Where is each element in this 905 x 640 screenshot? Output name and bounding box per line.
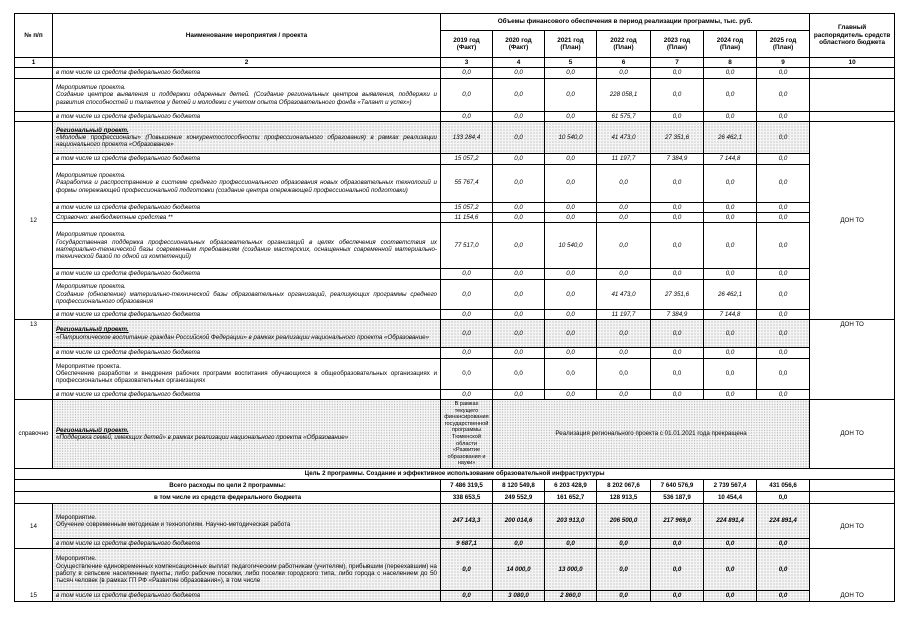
header-year: 2022 год (План) (597, 31, 651, 58)
table-row (15, 389, 895, 399)
value-cell: 3 080,0 (493, 591, 545, 601)
value-cell: 133 284,4 (441, 122, 493, 154)
value-cell: 203 913,0 (545, 504, 597, 539)
fed-value: 536 187,9 (651, 492, 704, 504)
value-cell: 0,0 (704, 358, 757, 389)
value-cell: 0,0 (545, 154, 597, 164)
value-cell: 7 144,8 (704, 154, 757, 164)
fed-value: 10 454,4 (704, 492, 757, 504)
value-cell: 0,0 (757, 122, 810, 154)
value-cell: 0,0 (704, 68, 757, 78)
value-cell: 0,0 (704, 549, 757, 591)
value-cell: 0,0 (757, 348, 810, 358)
reference-note-2019: В рамках текущего финансирования государственной программы Тюменской области «Развитие образования и науки» (441, 400, 493, 469)
manager-cell-empty (810, 78, 895, 111)
value-cell: 0,0 (704, 202, 757, 212)
value-cell: 0,0 (757, 213, 810, 223)
column-number-row (15, 58, 895, 68)
total-label: Всего расходы по цели 2 программы: (15, 480, 441, 492)
row-name: в том числе из средств федерального бюджета (53, 389, 441, 399)
value-cell: 27 351,6 (651, 279, 704, 309)
value-cell: 7 384,9 (651, 309, 704, 319)
header-year: 2021 год (План) (545, 31, 597, 58)
value-cell: 11 197,7 (597, 309, 651, 319)
table-row (15, 154, 895, 164)
value-cell: 0,0 (545, 539, 597, 549)
value-cell: 7 144,8 (704, 309, 757, 319)
value-cell: 0,0 (597, 223, 651, 269)
value-cell: 0,0 (651, 78, 704, 111)
value-cell: 0,0 (651, 164, 704, 202)
measure-name: Мероприятие. Обучение современным методикам и технологиям. Научно-методическая работа (53, 504, 441, 539)
value-cell: 10 540,0 (545, 223, 597, 269)
row-name: в том числе из средств федерального бюджета (53, 68, 441, 78)
reference-note: Реализация регионального проекта с 01.01.2021 года прекращена (493, 400, 810, 469)
table-row (15, 78, 895, 111)
column-number: 2 (53, 58, 441, 68)
column-number: 3 (441, 58, 493, 68)
table-row (15, 269, 895, 279)
header-number: № п/п (15, 14, 53, 58)
value-cell: 0,0 (651, 389, 704, 399)
column-number: 9 (757, 58, 810, 68)
fed-label: в том числе из средств федерального бюджета (15, 492, 441, 504)
row-name: в том числе из средств федерального бюджета (53, 202, 441, 212)
goal-title: Цель 2 программы. Создание и эффективное использование образовательной инфраструктуры (15, 469, 895, 480)
fed-value: 128 913,5 (597, 492, 651, 504)
value-cell: 0,0 (545, 348, 597, 358)
measure-name: Мероприятие. Осуществление единовременных компенсационных выплат педагогическим работникам (учителям), прибывшим (переехавшим) на работу в сельские населенные пункты, либо рабочие поселки, либо поселки городского типа, либо города с населением до 50 тысяч человек (в рамках ГП РФ «Развитие образования»), в том числе (53, 549, 441, 591)
value-cell: 0,0 (704, 223, 757, 269)
value-cell: 0,0 (441, 358, 493, 389)
value-cell: 200 014,6 (493, 504, 545, 539)
value-cell: 0,0 (493, 202, 545, 212)
row-name: Справочно: внебюджетные средства ** (53, 213, 441, 223)
value-cell: 0,0 (651, 223, 704, 269)
value-cell: 0,0 (441, 549, 493, 591)
row-name: в том числе из средств федерального бюджета (53, 539, 441, 549)
table-row (15, 309, 895, 319)
row-name: Мероприятие проекта. Создание центров выявления и поддержки одаренных детей. (Создание региональных центров выявления, поддержки и развития способностей и талантов у детей и молодежи с учетом опыта Образовательного фонда «Талант и успех») (53, 78, 441, 111)
header-year: 2019 год (Факт) (441, 31, 493, 58)
project-name: Региональный проект. «Поддержка семей, имеющих детей» в рамках реализации национального проекта «Образование» (53, 400, 441, 469)
fed-value: 0,0 (757, 492, 810, 504)
value-cell: 0,0 (545, 269, 597, 279)
value-cell: 0,0 (757, 539, 810, 549)
value-cell: 0,0 (545, 279, 597, 309)
row-name: в том числе из средств федерального бюджета (53, 111, 441, 121)
project-name: Региональный проект. «Патриотическое воспитание граждан Российской Федерации» в рамках реализации национального проекта «Образование» (53, 320, 441, 348)
value-cell: 0,0 (597, 213, 651, 223)
value-cell: 13 000,0 (545, 549, 597, 591)
value-cell: 9 687,1 (441, 539, 493, 549)
value-cell: 0,0 (493, 279, 545, 309)
value-cell: 41 473,0 (597, 122, 651, 154)
value-cell: 0,0 (441, 320, 493, 348)
value-cell: 0,0 (704, 320, 757, 348)
column-number: 10 (810, 58, 895, 68)
value-cell: 0,0 (545, 389, 597, 399)
total-value: 8 120 549,8 (493, 480, 545, 492)
value-cell: 0,0 (545, 309, 597, 319)
value-cell: 14 000,0 (493, 549, 545, 591)
value-cell: 0,0 (651, 269, 704, 279)
value-cell: 0,0 (704, 539, 757, 549)
value-cell: 0,0 (493, 111, 545, 121)
value-cell: 224 891,4 (704, 504, 757, 539)
value-cell: 0,0 (651, 320, 704, 348)
table-row-measure (15, 549, 895, 591)
row-number: 15 (15, 549, 53, 601)
value-cell: 0,0 (757, 549, 810, 591)
value-cell: 0,0 (704, 389, 757, 399)
value-cell: 27 351,6 (651, 122, 704, 154)
value-cell: 0,0 (441, 389, 493, 399)
row-name: в том числе из средств федерального бюджета (53, 591, 441, 601)
value-cell: 26 462,1 (704, 122, 757, 154)
value-cell: 0,0 (597, 348, 651, 358)
table-row (15, 539, 895, 549)
value-cell: 0,0 (545, 358, 597, 389)
value-cell: 0,0 (757, 358, 810, 389)
value-cell: 61 575,7 (597, 111, 651, 121)
total-value: 8 202 067,6 (597, 480, 651, 492)
reference-row (15, 400, 895, 469)
manager-cell: ДОН ТО (810, 549, 895, 601)
column-number: 7 (651, 58, 704, 68)
value-cell: 0,0 (651, 348, 704, 358)
value-cell: 0,0 (651, 539, 704, 549)
value-cell: 0,0 (704, 164, 757, 202)
value-cell: 0,0 (757, 591, 810, 601)
goal-fed-row (15, 492, 895, 504)
value-cell: 0,0 (597, 269, 651, 279)
value-cell: 0,0 (704, 111, 757, 121)
budget-table-sheet (14, 13, 894, 602)
table-row-project (15, 320, 895, 348)
value-cell: 0,0 (651, 111, 704, 121)
manager-cell-empty (810, 492, 895, 504)
row-number: 12 (15, 122, 53, 320)
row-name: в том числе из средств федерального бюджета (53, 348, 441, 358)
value-cell: 0,0 (441, 591, 493, 601)
value-cell: 0,0 (441, 269, 493, 279)
value-cell: 7 384,9 (651, 154, 704, 164)
table-row (15, 279, 895, 309)
goal-total-row (15, 480, 895, 492)
table-row (15, 202, 895, 212)
value-cell: 0,0 (493, 269, 545, 279)
value-cell: 0,0 (493, 389, 545, 399)
value-cell: 0,0 (545, 213, 597, 223)
value-cell: 0,0 (757, 78, 810, 111)
header-manager: Главный распорядитель средств областного бюджета (810, 14, 895, 58)
value-cell: 217 969,0 (651, 504, 704, 539)
value-cell: 0,0 (493, 78, 545, 111)
manager-cell: ДОН ТО (810, 122, 895, 320)
value-cell: 0,0 (597, 591, 651, 601)
value-cell: 228 058,1 (597, 78, 651, 111)
value-cell: 0,0 (493, 122, 545, 154)
header-year: 2020 год (Факт) (493, 31, 545, 58)
value-cell: 0,0 (757, 309, 810, 319)
row-name: Мероприятие проекта. Обеспечение разработки и внедрения рабочих программ воспитания обучающихся в общеобразовательных организациях и профессиональных образовательных организациях (53, 358, 441, 389)
value-cell: 0,0 (757, 111, 810, 121)
value-cell: 0,0 (493, 539, 545, 549)
value-cell: 0,0 (757, 389, 810, 399)
value-cell: 0,0 (545, 164, 597, 202)
value-cell: 0,0 (441, 68, 493, 78)
header-volumes: Объемы финансового обеспечения в период реализации программы, тыс. руб. (441, 14, 810, 31)
value-cell: 41 473,0 (597, 279, 651, 309)
number-cell-empty (15, 111, 53, 121)
column-number: 4 (493, 58, 545, 68)
row-name: в том числе из средств федерального бюджета (53, 309, 441, 319)
row-name: в том числе из средств федерального бюджета (53, 154, 441, 164)
header-year: 2023 год (План) (651, 31, 704, 58)
value-cell: 0,0 (545, 111, 597, 121)
column-number: 5 (545, 58, 597, 68)
value-cell: 0,0 (651, 358, 704, 389)
value-cell: 77 517,0 (441, 223, 493, 269)
value-cell: 0,0 (493, 309, 545, 319)
value-cell: 0,0 (704, 78, 757, 111)
value-cell: 0,0 (441, 111, 493, 121)
table-row (15, 348, 895, 358)
value-cell: 0,0 (597, 202, 651, 212)
header-year: 2024 год (План) (704, 31, 757, 58)
total-value: 2 739 567,4 (704, 480, 757, 492)
value-cell: 224 891,4 (757, 504, 810, 539)
value-cell: 0,0 (597, 539, 651, 549)
value-cell: 0,0 (493, 68, 545, 78)
value-cell: 0,0 (597, 358, 651, 389)
goal-row (15, 469, 895, 480)
number-cell-empty (15, 68, 53, 78)
table-row-project (15, 122, 895, 154)
row-name: Мероприятие проекта. Государственная поддержка профессиональных образовательных организаций в целях обеспечения соответствия их материально-технической базы современным требованиям (создание мастерских, оснащенных современной материально-технической базой по одной из компетенций) (53, 223, 441, 269)
value-cell: 0,0 (757, 223, 810, 269)
fed-value: 338 653,5 (441, 492, 493, 504)
row-number: 13 (15, 320, 53, 400)
value-cell: 26 462,1 (704, 279, 757, 309)
value-cell: 0,0 (651, 68, 704, 78)
financing-table (14, 13, 895, 602)
value-cell: 247 143,3 (441, 504, 493, 539)
number-cell-empty (15, 78, 53, 111)
value-cell: 15 057,2 (441, 154, 493, 164)
value-cell: 10 540,0 (545, 122, 597, 154)
value-cell: 0,0 (757, 279, 810, 309)
manager-cell: ДОН ТО (810, 320, 895, 400)
header-year: 2025 год (План) (757, 31, 810, 58)
total-value: 7 486 319,5 (441, 480, 493, 492)
value-cell: 0,0 (757, 68, 810, 78)
value-cell: 2 860,0 (545, 591, 597, 601)
value-cell: 0,0 (493, 164, 545, 202)
table-row (15, 591, 895, 601)
value-cell: 0,0 (597, 320, 651, 348)
value-cell: 0,0 (545, 78, 597, 111)
value-cell: 0,0 (704, 213, 757, 223)
value-cell: 0,0 (757, 202, 810, 212)
value-cell: 0,0 (545, 202, 597, 212)
value-cell: 0,0 (651, 213, 704, 223)
value-cell: 0,0 (493, 320, 545, 348)
value-cell: 0,0 (441, 309, 493, 319)
value-cell: 0,0 (441, 348, 493, 358)
row-number: 14 (15, 504, 53, 549)
value-cell: 0,0 (441, 78, 493, 111)
value-cell: 0,0 (597, 164, 651, 202)
value-cell: 0,0 (493, 348, 545, 358)
manager-cell-empty (810, 111, 895, 121)
value-cell: 0,0 (704, 269, 757, 279)
value-cell: 0,0 (704, 591, 757, 601)
table-row (15, 68, 895, 78)
row-name: в том числе из средств федерального бюджета (53, 269, 441, 279)
value-cell: 0,0 (493, 223, 545, 269)
header-name: Наименование мероприятия / проекта (53, 14, 441, 58)
value-cell: 0,0 (757, 164, 810, 202)
value-cell: 0,0 (757, 269, 810, 279)
column-number: 8 (704, 58, 757, 68)
value-cell: 0,0 (493, 358, 545, 389)
manager-cell-empty (810, 68, 895, 78)
header-row-1 (15, 14, 895, 31)
total-value: 431 056,6 (757, 480, 810, 492)
manager-cell: ДОН ТО (810, 504, 895, 549)
manager-cell: ДОН ТО (810, 400, 895, 469)
table-row (15, 358, 895, 389)
table-row-measure (15, 504, 895, 539)
value-cell: 0,0 (493, 213, 545, 223)
table-row (15, 223, 895, 269)
column-number: 6 (597, 58, 651, 68)
value-cell: 0,0 (545, 68, 597, 78)
value-cell: 0,0 (757, 320, 810, 348)
value-cell: 0,0 (651, 591, 704, 601)
value-cell: 0,0 (441, 279, 493, 309)
value-cell: 0,0 (545, 320, 597, 348)
fed-value: 161 652,7 (545, 492, 597, 504)
table-row (15, 164, 895, 202)
value-cell: 15 057,2 (441, 202, 493, 212)
value-cell: 0,0 (704, 348, 757, 358)
value-cell: 0,0 (597, 68, 651, 78)
value-cell: 0,0 (597, 549, 651, 591)
row-name: Мероприятие проекта. Создание (обновление) материально-технической базы образовательных организаций, реализующих программы среднего профессионального образования (53, 279, 441, 309)
value-cell: 0,0 (597, 389, 651, 399)
value-cell: 11 197,7 (597, 154, 651, 164)
project-name: Региональный проект. «Молодые профессионалы» (Повышение конкурентоспособности профессионального образования) в рамках реализации национального проекта «Образование» (53, 122, 441, 154)
fed-value: 249 552,9 (493, 492, 545, 504)
value-cell: 0,0 (493, 154, 545, 164)
table-row (15, 111, 895, 121)
value-cell: 0,0 (651, 549, 704, 591)
manager-cell-empty (810, 480, 895, 492)
value-cell: 0,0 (651, 202, 704, 212)
row-name: Мероприятие проекта. Разработка и распространение в системе среднего профессионального образования новых образовательных технологий и формы опережающей профессиональной подготовки (создание центра опережающей профессиональной подготовки) (53, 164, 441, 202)
value-cell: 0,0 (757, 154, 810, 164)
value-cell: 206 500,0 (597, 504, 651, 539)
row-number: справочно (15, 400, 53, 469)
table-row (15, 213, 895, 223)
total-value: 7 640 576,9 (651, 480, 704, 492)
value-cell: 55 767,4 (441, 164, 493, 202)
total-value: 6 203 428,9 (545, 480, 597, 492)
value-cell: 11 154,6 (441, 213, 493, 223)
column-number: 1 (15, 58, 53, 68)
